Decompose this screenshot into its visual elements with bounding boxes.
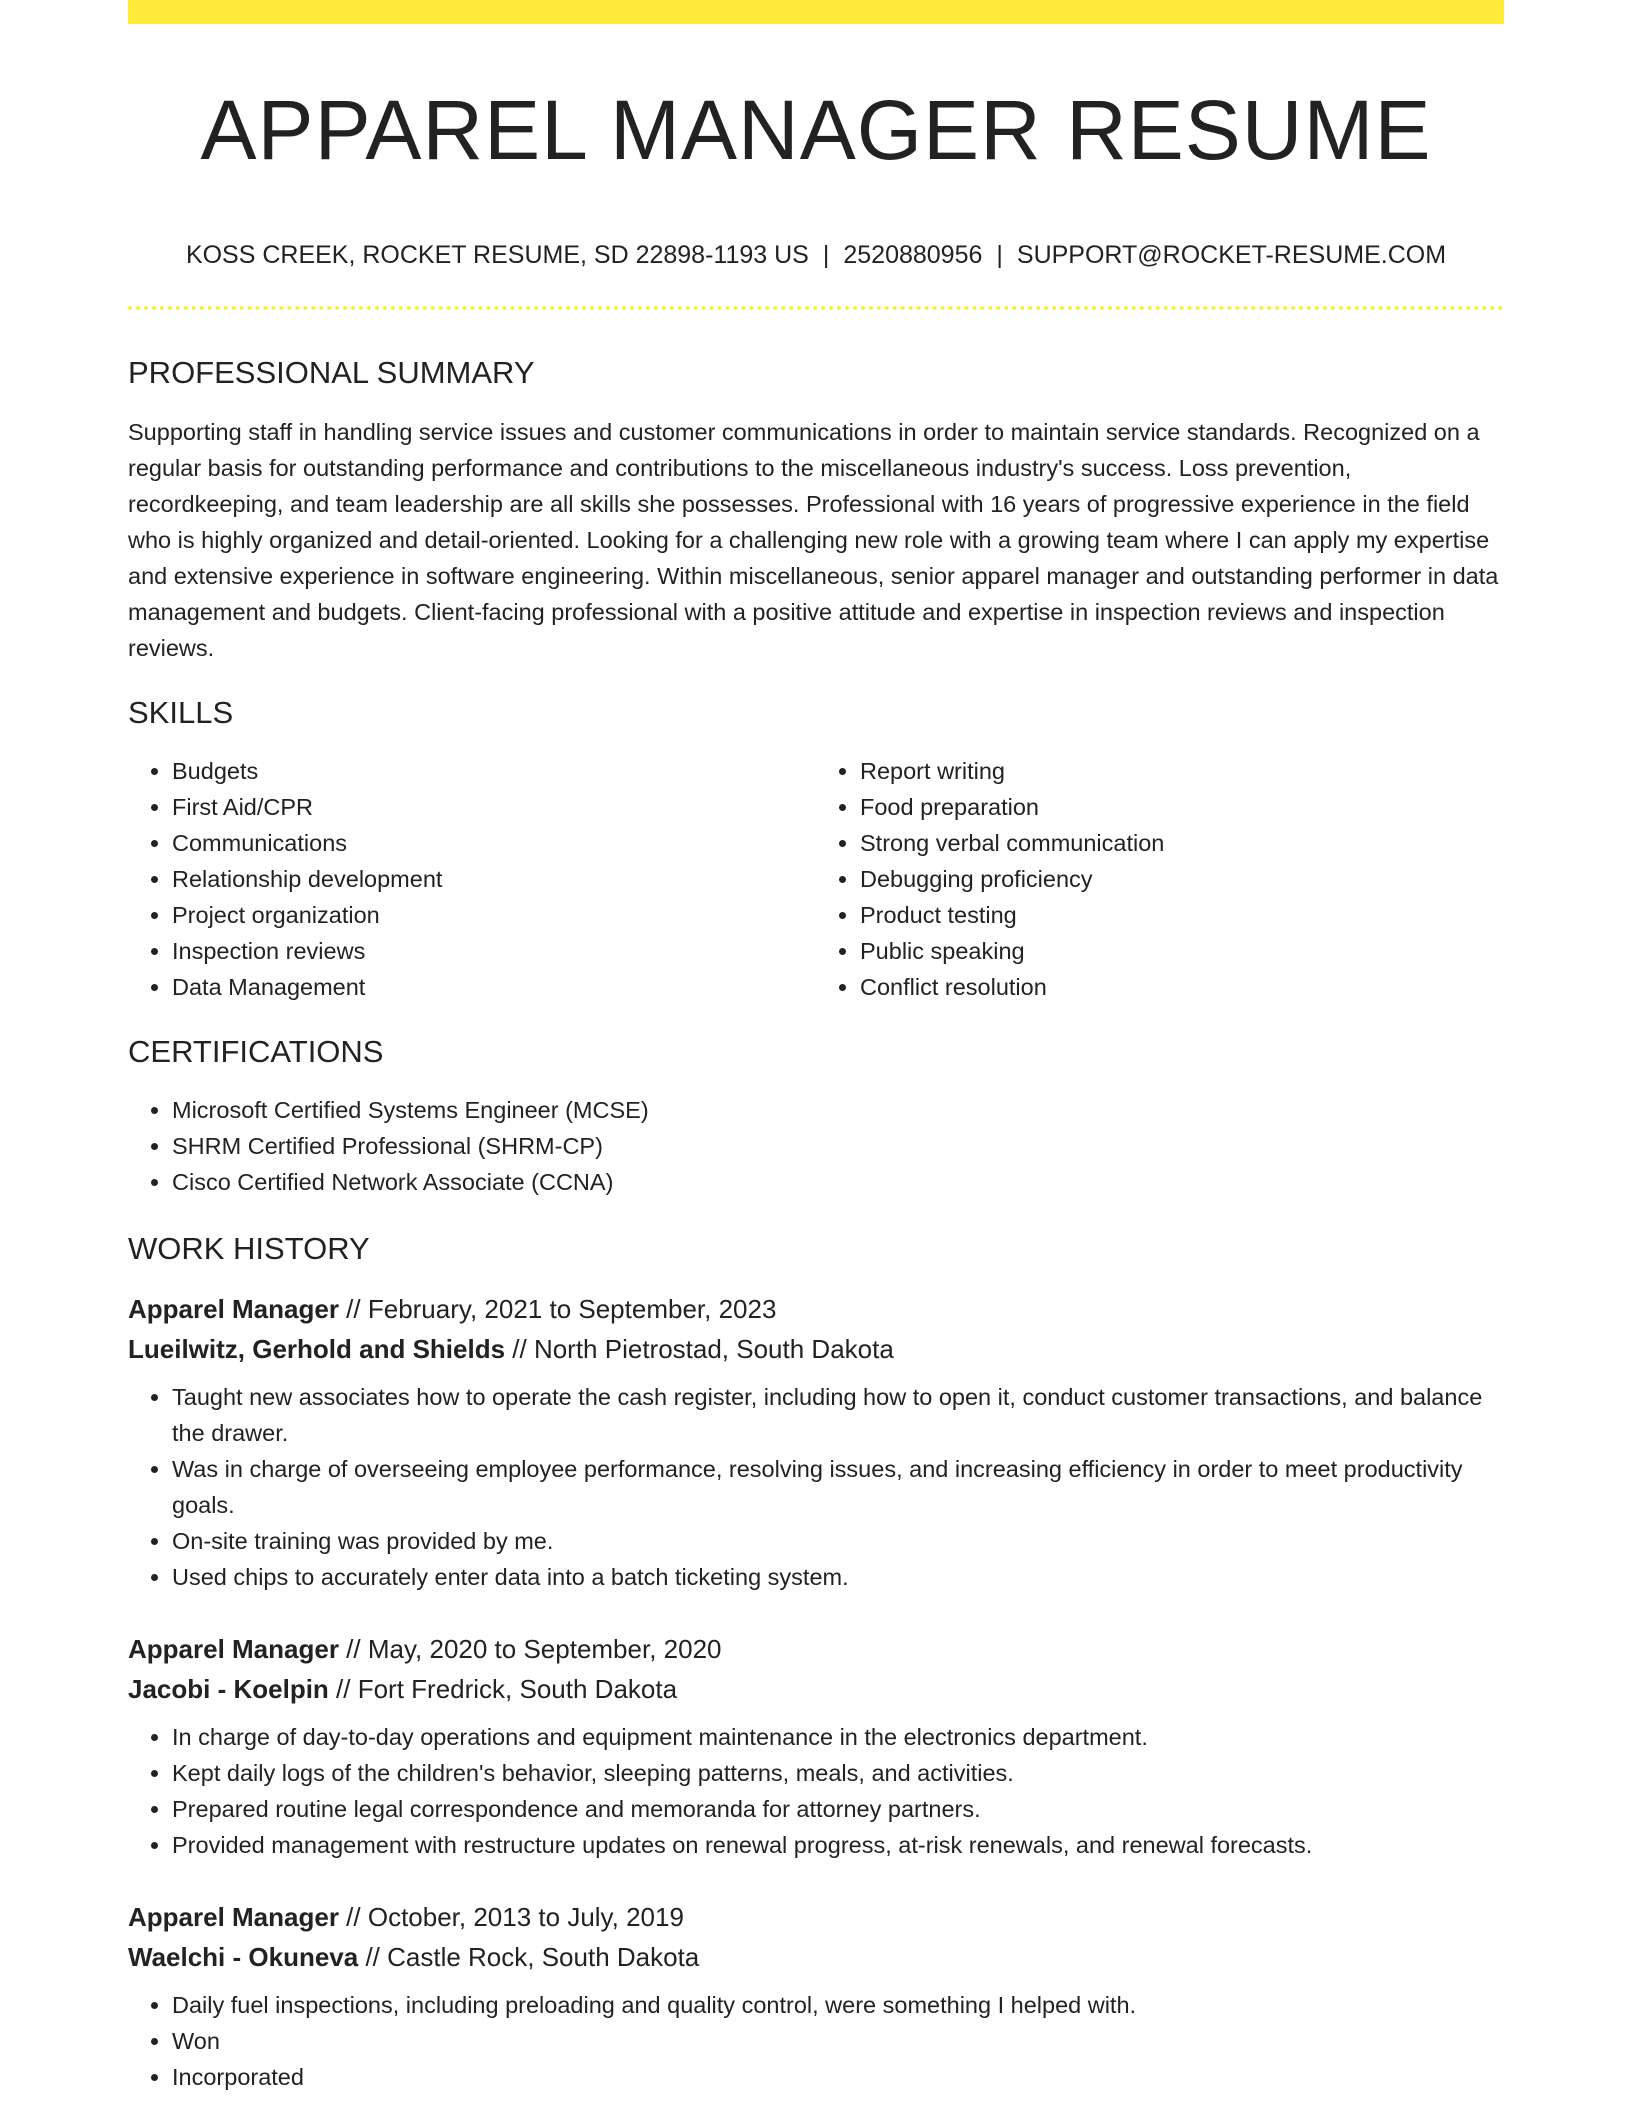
list-item: • In charge of day-to-day operations and equipment maintenance in the electronics department. <box>172 1719 1504 1755</box>
list-item: • Prepared routine legal correspondence and memoranda for attorney partners. <box>172 1791 1504 1827</box>
skills-section <box>128 694 1504 1005</box>
job-company-line <box>128 1329 1504 1369</box>
resume-page <box>128 0 1504 2095</box>
list-item: • Debugging proficiency <box>860 861 1504 897</box>
section-heading-work-history: WORK HISTORY <box>128 1230 370 1266</box>
jobs-container <box>128 1289 1504 2095</box>
job-company: Jacobi - Koelpin <box>128 1674 329 1705</box>
list-item: • Microsoft Certified Systems Engineer (MCSE) <box>172 1092 1504 1128</box>
skills-list-right <box>816 753 1504 1005</box>
list-item: • Data Management <box>172 969 816 1005</box>
job-location: // Fort Fredrick, South Dakota <box>328 1674 678 1705</box>
contact-line <box>128 240 1504 270</box>
contact-phone: 2520880956 <box>843 241 983 270</box>
job-bullets <box>128 1987 1504 2095</box>
job-title-line <box>128 1629 1504 1669</box>
job-title: Apparel Manager <box>128 1294 339 1325</box>
section-heading-skills: SKILLS <box>128 694 234 730</box>
list-item: • First Aid/CPR <box>172 789 816 825</box>
list-item: • Project organization <box>172 897 816 933</box>
job-entry <box>128 1289 1504 1595</box>
list-item: • Product testing <box>860 897 1504 933</box>
list-item: • Strong verbal communication <box>860 825 1504 861</box>
job-company: Waelchi - Okuneva <box>128 1942 359 1973</box>
job-entry <box>128 1897 1504 2095</box>
skills-list-left <box>128 753 816 1005</box>
job-location: // Castle Rock, South Dakota <box>358 1942 700 1973</box>
list-item: • Incorporated <box>172 2059 1504 2095</box>
job-bullets <box>128 1719 1504 1863</box>
contact-address: KOSS CREEK, ROCKET RESUME, SD 22898-1193 US <box>185 241 809 270</box>
list-item: • Provided management with restructure updates on renewal progress, at-risk renewals, and renewal forecasts. <box>172 1827 1504 1863</box>
accent-top-bar <box>128 0 1504 24</box>
skills-columns <box>128 753 1504 1005</box>
list-item: • Inspection reviews <box>172 933 816 969</box>
list-item: • Report writing <box>860 753 1504 789</box>
list-item: • Used chips to accurately enter data into a batch ticketing system. <box>172 1559 1504 1595</box>
list-item: • Public speaking <box>860 933 1504 969</box>
resume-title: APPAREL MANAGER RESUME <box>200 83 1432 177</box>
job-title-line <box>128 1897 1504 1937</box>
job-dates: // May, 2020 to September, 2020 <box>338 1634 722 1665</box>
certifications-section <box>128 1033 1504 1200</box>
contact-email: SUPPORT@ROCKET-RESUME.COM <box>1016 241 1447 270</box>
list-item: • On-site training was provided by me. <box>172 1523 1504 1559</box>
list-item: • Cisco Certified Network Associate (CCNA) <box>172 1164 1504 1200</box>
list-item: • Taught new associates how to operate the cash register, including how to open it, conduct customer transactions, and balance the drawer. <box>172 1379 1504 1451</box>
professional-summary-section <box>128 354 1504 665</box>
list-item: • SHRM Certified Professional (SHRM-CP) <box>172 1128 1504 1164</box>
job-bullets <box>128 1379 1504 1595</box>
list-item: • Relationship development <box>172 861 816 897</box>
list-item: • Daily fuel inspections, including preloading and quality control, were something I helped with. <box>172 1987 1504 2023</box>
section-heading-certifications: CERTIFICATIONS <box>128 1033 384 1069</box>
job-dates: // February, 2021 to September, 2023 <box>338 1294 777 1325</box>
dotted-divider <box>128 306 1504 310</box>
job-company: Lueilwitz, Gerhold and Shields <box>128 1334 506 1365</box>
contact-separator: | <box>822 241 830 270</box>
job-title: Apparel Manager <box>128 1634 339 1665</box>
job-location: // North Pietrostad, South Dakota <box>505 1334 894 1365</box>
list-item: • Won <box>172 2023 1504 2059</box>
list-item: • Food preparation <box>860 789 1504 825</box>
contact-separator: | <box>996 241 1003 270</box>
summary-paragraph: Supporting staff in handling service issues and customer communications in order to maintain service standards. Recognized on a regular basis for outstanding performance and contributions to the miscellaneous industry's success. Loss prevention, recordkeeping, and team leadership are all skills she possesses. Professional with 16 years of progressive experience in the field who is highly organized and detail-oriented. Looking for a challenging new role with a growing team where I can apply my expertise and extensive experience in software engineering. Within miscellaneous, senior apparel manager and outstanding performer in data management and budgets. Client-facing professional with a positive attitude and expertise in inspection reviews and inspection reviews. <box>128 418 1499 661</box>
job-company-line <box>128 1669 1504 1709</box>
list-item: • Was in charge of overseeing employee performance, resolving issues, and increasing efficiency in order to meet productivity goals. <box>172 1451 1504 1523</box>
work-history-section <box>128 1230 1504 2095</box>
job-entry <box>128 1629 1504 1863</box>
job-dates: // October, 2013 to July, 2019 <box>338 1902 684 1933</box>
section-heading-summary: PROFESSIONAL SUMMARY <box>128 355 535 391</box>
list-item: • Budgets <box>172 753 816 789</box>
list-item: • Communications <box>172 825 816 861</box>
job-title-line <box>128 1289 1504 1329</box>
list-item: • Kept daily logs of the children's behavior, sleeping patterns, meals, and activities. <box>172 1755 1504 1791</box>
list-item: • Conflict resolution <box>860 969 1504 1005</box>
certifications-list <box>128 1092 1504 1200</box>
job-company-line <box>128 1937 1504 1977</box>
job-title: Apparel Manager <box>128 1902 339 1933</box>
